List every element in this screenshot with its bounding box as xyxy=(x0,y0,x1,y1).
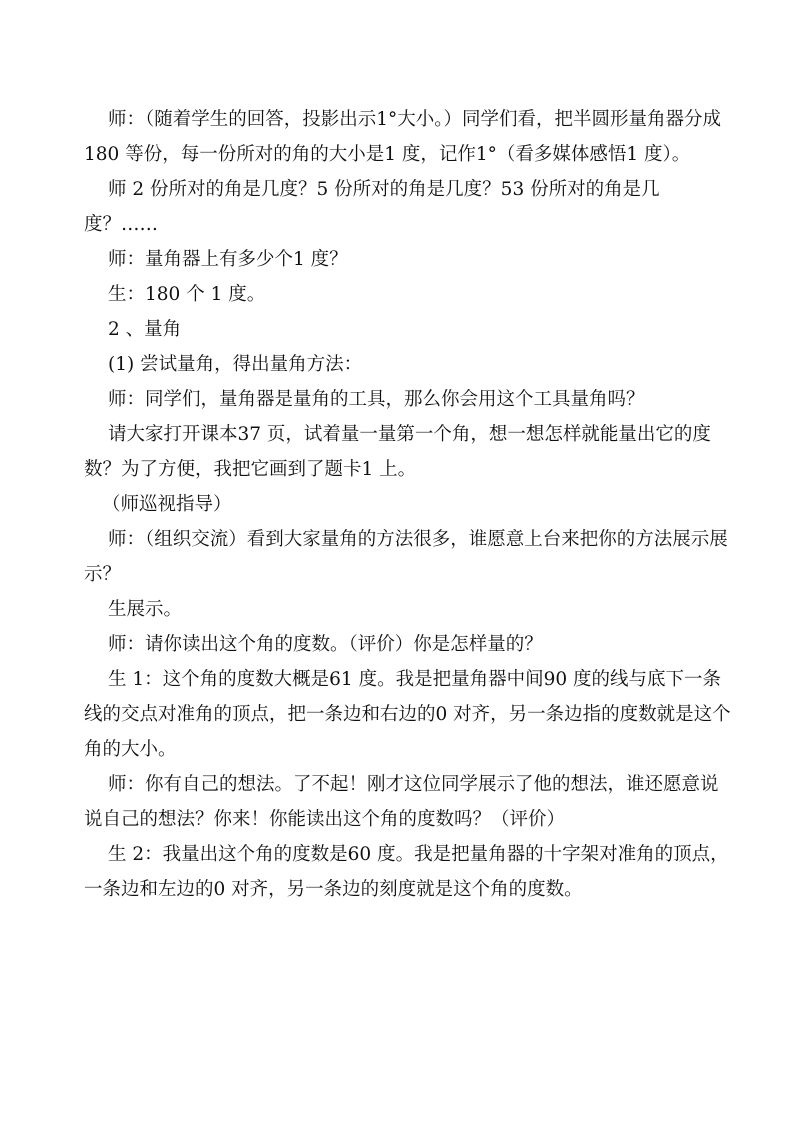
paragraph-9: （师巡视指导） xyxy=(102,494,232,515)
paragraph-1: 师：（随着学生的回答，投影出示1°大小。）同学们看，把半圆形量角器分成180 等份，每一份所对的角的大小是1 度，记作1°（看多媒体感悟1 度）。 xyxy=(84,109,722,165)
paragraph-13: 生 1：这个角的度数大概是61 度。我是把量角器中间90 度的线与底下一条线的交点对准角的顶点，把一条边和右边的0 对齐，另一条边指的度数就是这个角的大小。 xyxy=(84,669,731,760)
paragraph-7: 师：同学们，量角器是量角的工具，那么你会用这个工具量角吗？ xyxy=(108,389,645,410)
sub-heading-try-measure: (1) 尝试量角，得出量角方法： xyxy=(108,354,363,375)
document-body xyxy=(84,102,732,907)
paragraph-10: 师：（组织交流）看到大家量角的方法很多，谁愿意上台来把你的方法展示展示？ xyxy=(84,529,728,585)
paragraph-4: 生：180 个 1 度。 xyxy=(108,284,266,305)
paragraph-2: 师 2 份所对的角是几度？5 份所对的角是几度？53 份所对的角是几度？…… xyxy=(84,179,660,235)
paragraph-15: 生 2：我量出这个角的度数是60 度。我是把量角器的十字架对准角的顶点，一条边和左边的0 对齐，另一条边的刻度就是这个角的度数。 xyxy=(84,844,729,900)
section-heading-measure-angle: 2 、量角 xyxy=(108,319,182,340)
paragraph-3: 师：量角器上有多少个1 度？ xyxy=(108,249,348,270)
paragraph-14: 师：你有自己的想法。了不起！刚才这位同学展示了他的想法，谁还愿意说说自己的想法？你来！你能读出这个角的度数吗？（评价） xyxy=(84,774,719,830)
paragraph-8: 请大家打开课本37 页，试着量一量第一个角，想一想怎样就能量出它的度数？为了方便，我把它画到了题卡1 上。 xyxy=(84,424,711,480)
paragraph-11: 生展示。 xyxy=(108,599,183,620)
paragraph-12: 师：请你读出这个角的度数。（评价）你是怎样量的？ xyxy=(108,634,543,655)
